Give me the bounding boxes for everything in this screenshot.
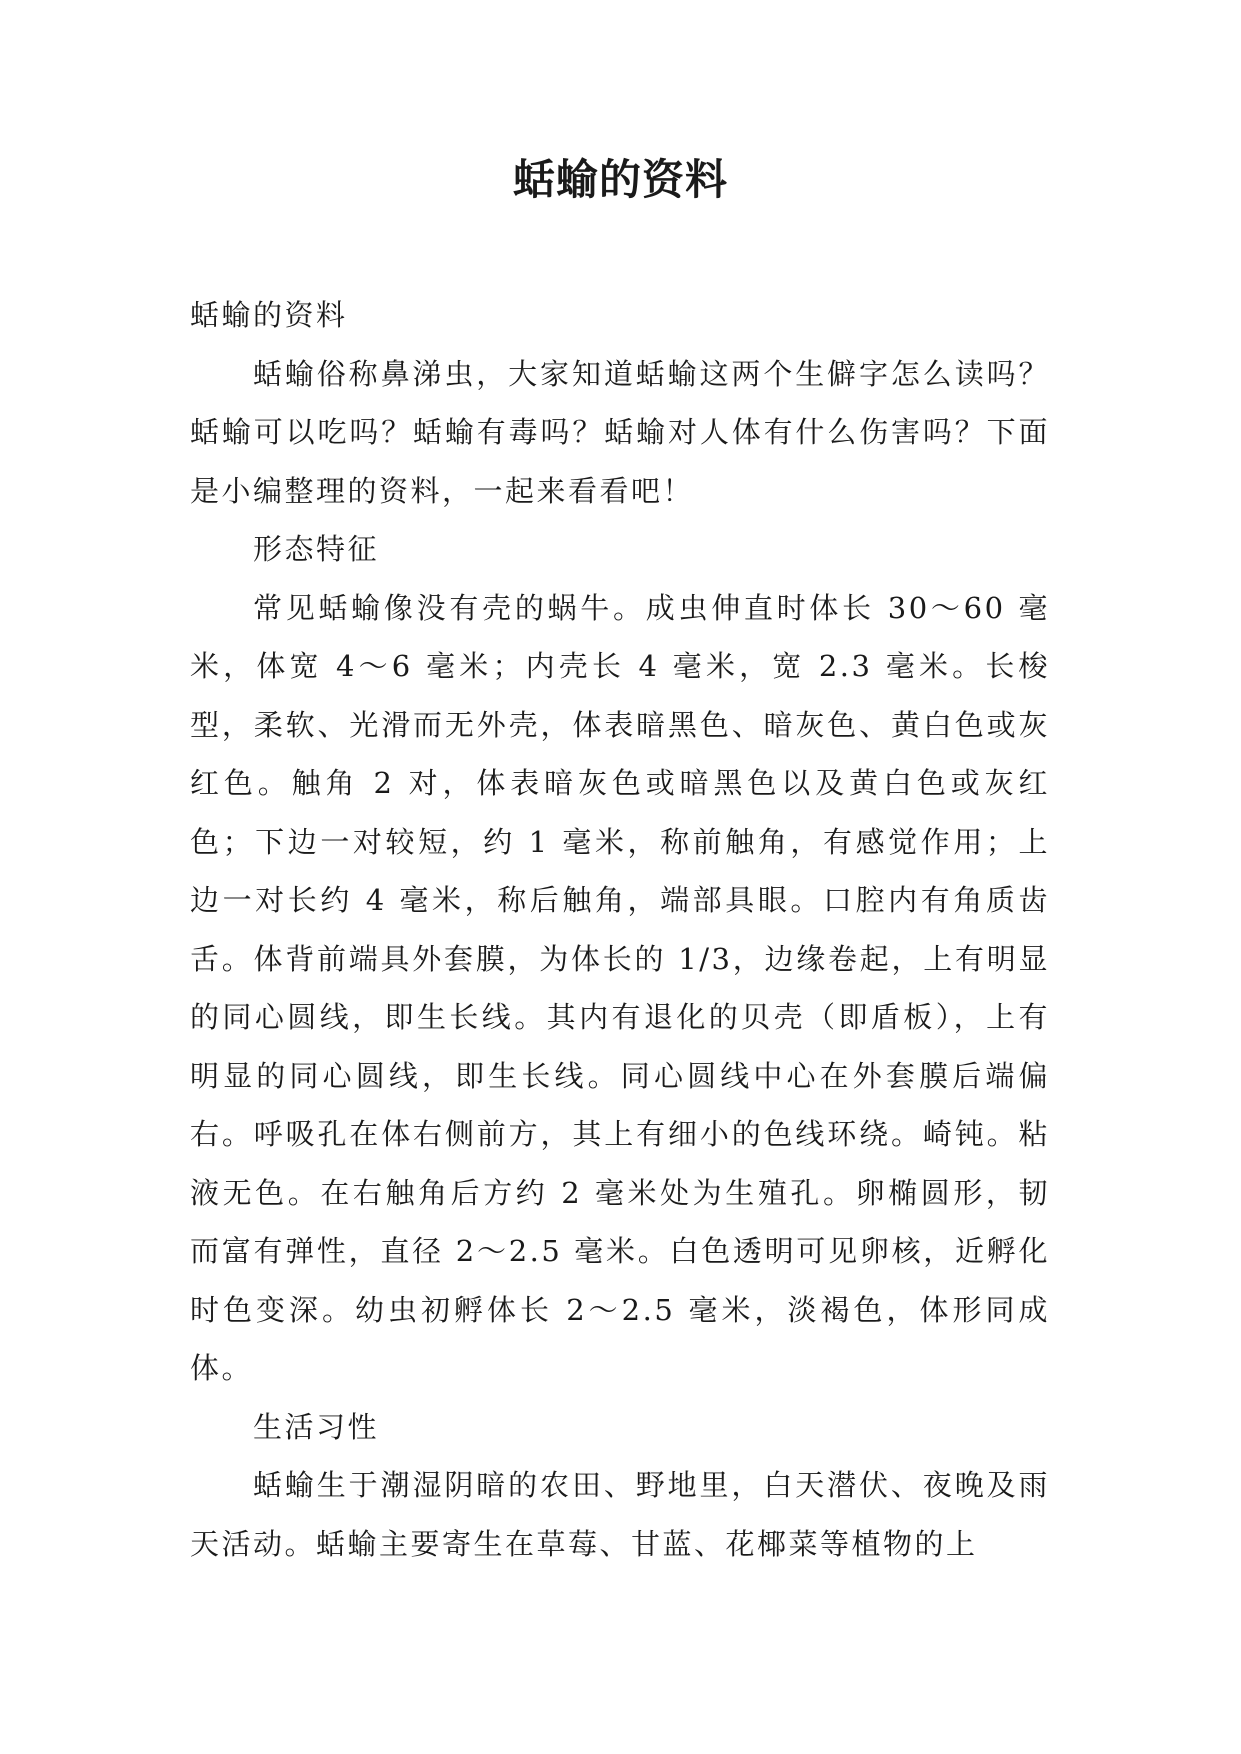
- morphology-paragraph: 常见蛞蝓像没有壳的蜗牛。成虫伸直时体长 30～60 毫米，体宽 4～6 毫米；内壳长 4 毫米，宽 2.3 毫米。长梭型，柔软、光滑而无外壳，体表暗黑色、暗灰色、黄白色或灰红色。触角 2 对，体表暗灰色或暗黑色以及黄白色或灰红色；下边一对较短，约 1 毫米，称前触角，有感觉作用；上边一对长约 4 毫米，称后触角，端部具眼。口腔内有角质齿舌。体背前端具外套膜，为体长的 1/3，边缘卷起，上有明显的同心圆线，即生长线。其内有退化的贝壳（即盾板），上有明显的同心圆线，即生长线。同心圆线中心在外套膜后端偏右。呼吸孔在体右侧前方，其上有细小的色线环绕。崎钝。粘液无色。在右触角后方约 2 毫米处为生殖孔。卵椭圆形，韧而富有弹性，直径 2～2.5 毫米。白色透明可见卵核，近孵化时色变深。幼虫初孵体长 2～2.5 毫米，淡褐色，体形同成体。: [190, 590, 1050, 1385]
- body-subtitle: 蛞蝓的资料: [190, 298, 348, 332]
- section-heading-morphology: 形态特征: [253, 532, 380, 566]
- habits-paragraph: 蛞蝓生于潮湿阴暗的农田、野地里，白天潜伏、夜晚及雨天活动。蛞蝓主要寄生在草莓、甘蓝、花椰菜等植物的上: [190, 1468, 1050, 1561]
- document-title: 蛞蝓的资料: [512, 155, 728, 204]
- document-body: [190, 286, 1050, 1573]
- section-heading-habits: 生活习性: [253, 1409, 380, 1444]
- intro-paragraph: 蛞蝓俗称鼻涕虫，大家知道蛞蝓这两个生僻字怎么读吗？蛞蝓可以吃吗？蛞蝓有毒吗？蛞蝓对人体有什么伤害吗？下面是小编整理的资料，一起来看看吧！: [190, 356, 1050, 508]
